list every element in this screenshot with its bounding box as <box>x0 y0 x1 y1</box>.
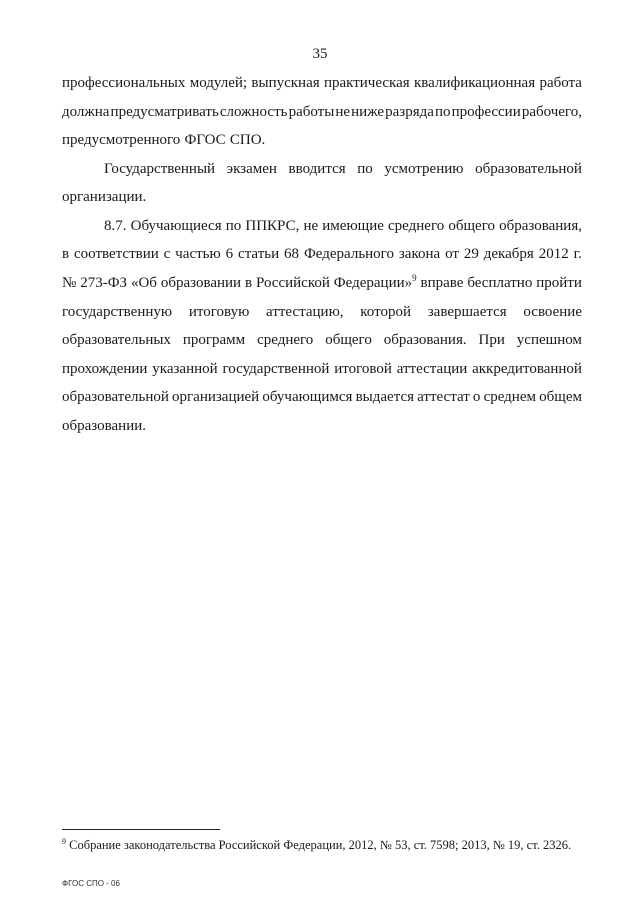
word: успешном <box>516 332 582 348</box>
word: образования. <box>383 332 467 348</box>
text-line <box>62 74 582 92</box>
word: образовательной <box>475 161 582 177</box>
word: работа <box>539 75 582 91</box>
text-line <box>62 388 582 406</box>
word: общего <box>325 332 372 348</box>
word: должна <box>62 104 110 120</box>
word: Обучающиеся <box>130 218 222 234</box>
word: выпускная <box>251 75 320 91</box>
word: указанной <box>152 361 218 377</box>
word: квалификационная <box>414 75 536 91</box>
word: Государственный <box>104 161 216 177</box>
word: модулей; <box>189 75 248 91</box>
word: аккредитованной <box>472 361 582 377</box>
word: итоговой <box>334 361 392 377</box>
word: Российской <box>255 275 330 291</box>
word: профессиональных <box>62 75 186 91</box>
word: государственной <box>222 361 330 377</box>
word: Федерации»$^9$ <box>333 273 417 291</box>
word: декабря <box>483 246 534 262</box>
footnote-ref: 9 <box>412 273 417 283</box>
word: 273-ФЗ <box>80 275 128 291</box>
word: При <box>478 332 505 348</box>
word: программ <box>182 332 246 348</box>
word: ППКРС, <box>245 218 300 234</box>
word: аттестат <box>417 389 470 405</box>
word: организации. <box>62 189 147 205</box>
word: «Об <box>130 275 157 291</box>
word: организацией <box>172 389 260 405</box>
text-line <box>104 217 582 235</box>
word: образовательной <box>62 389 169 405</box>
word: усмотрению <box>384 161 464 177</box>
footnote-number: 9 <box>62 836 66 846</box>
text-line <box>62 103 582 121</box>
word: статьи <box>238 246 280 262</box>
word: практическая <box>323 75 410 91</box>
word: пройти <box>536 275 582 291</box>
word: от <box>445 246 459 262</box>
text-line <box>62 245 582 263</box>
word: частью <box>175 246 221 262</box>
document-code: ФГОС СПО - 06 <box>62 879 120 888</box>
word: образовательных <box>62 332 171 348</box>
word: 68 <box>284 246 300 262</box>
text-line <box>62 131 582 149</box>
word: не <box>335 104 351 120</box>
word: среднем <box>483 389 536 405</box>
word: 2012 <box>538 246 569 262</box>
text-line <box>62 417 582 435</box>
page-number: 35 <box>312 46 328 62</box>
text-line <box>62 188 582 206</box>
word: по <box>225 218 242 234</box>
word: образовании. <box>62 418 147 434</box>
word: не <box>303 218 319 234</box>
word: вводится <box>288 161 346 177</box>
word: экзамен <box>226 161 277 177</box>
word: № <box>62 275 77 291</box>
word: 29 <box>463 246 479 262</box>
word: о <box>472 389 481 405</box>
word: аттестацию, <box>266 304 344 320</box>
word: по <box>357 161 373 177</box>
word: 8.7. <box>104 218 127 234</box>
word: ниже <box>351 104 385 120</box>
word: бесплатно <box>467 275 533 291</box>
footnote <box>62 838 571 853</box>
word: образования, <box>499 218 582 234</box>
word: итоговую <box>188 304 250 320</box>
text-line <box>62 331 582 349</box>
word: среднего <box>257 332 314 348</box>
word: рабочего, <box>521 104 582 120</box>
word: имеющие <box>322 218 384 234</box>
word: с <box>163 246 171 262</box>
footnote-text: Собрание законодательства Российской Федерации, 2012, № 53, ст. 7598; 2013, № 19, ст. 2326. <box>69 838 572 852</box>
word: профессии <box>451 104 521 120</box>
word: 6 <box>225 246 234 262</box>
word: закона <box>398 246 441 262</box>
word: по <box>434 104 451 120</box>
word: образовании <box>160 275 242 291</box>
word: выдается <box>355 389 414 405</box>
word: сложность <box>219 104 288 120</box>
word: среднего <box>388 218 445 234</box>
footnote-divider <box>62 829 220 830</box>
word: прохождении <box>62 361 148 377</box>
word: г. <box>573 246 582 262</box>
word: завершается <box>427 304 507 320</box>
word: вправе <box>420 275 464 291</box>
word: освоение <box>523 304 582 320</box>
word: общем <box>539 389 582 405</box>
text-line <box>104 160 582 178</box>
text-line <box>62 274 582 292</box>
word: которой <box>360 304 411 320</box>
word: Федерального <box>303 246 394 262</box>
word: обучающимся <box>262 389 353 405</box>
word: общего <box>448 218 495 234</box>
text-line <box>62 360 582 378</box>
word: предусмотренного <box>62 132 181 148</box>
word: в <box>244 275 253 291</box>
word: аттестации <box>396 361 468 377</box>
word: разряда <box>385 104 434 120</box>
word: предусматривать <box>110 104 219 120</box>
word: СПО. <box>229 132 266 148</box>
word: государственную <box>62 304 173 320</box>
text-line <box>62 303 582 321</box>
word: соответствии <box>74 246 159 262</box>
word: в <box>62 246 70 262</box>
word: работы <box>288 104 335 120</box>
word: ФГОС <box>184 132 226 148</box>
